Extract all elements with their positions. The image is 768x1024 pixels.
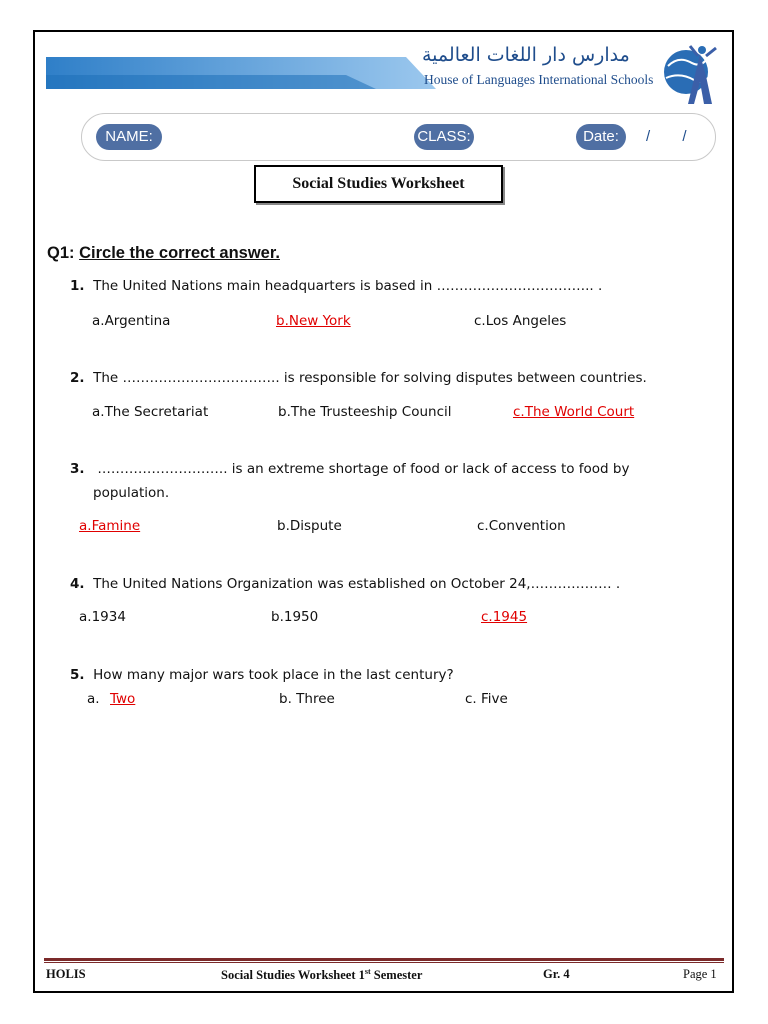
question-3	[70, 461, 629, 477]
date-slashes: / /	[646, 128, 701, 145]
date-label: Date:	[576, 124, 626, 150]
option-c-answer[interactable]: c.1945	[481, 609, 528, 625]
option-c-answer[interactable]: c.The World Court	[513, 404, 635, 420]
question-number: 3.	[70, 461, 85, 477]
footer-title	[221, 967, 422, 983]
question-text: The United Nations Organization was established on October 24,……………… .	[93, 576, 621, 592]
class-label: CLASS:	[414, 124, 474, 150]
option-b-answer[interactable]: b.New York	[276, 313, 351, 329]
question-number: 1.	[70, 278, 85, 294]
question-1	[70, 278, 602, 294]
question-number: 5.	[70, 667, 85, 683]
header-banner	[46, 57, 436, 89]
option-c[interactable]: c.Convention	[477, 518, 566, 534]
footer-title-main: Social Studies Worksheet 1	[221, 968, 365, 983]
question-2	[70, 370, 647, 386]
footer-grade: Gr. 4	[543, 967, 570, 981]
footer-title-sup: st	[364, 967, 371, 976]
question-text: How many major wars took place in the last century?	[93, 667, 454, 683]
option-b[interactable]: b.The Trusteeship Council	[278, 404, 452, 420]
footer-school: HOLIS	[46, 967, 86, 981]
question-number: 2.	[70, 370, 85, 386]
section-prefix: Q1:	[47, 244, 75, 262]
question-text-line1: ……………………….. is an extreme shortage of food or lack of access to food by	[97, 461, 630, 477]
option-b[interactable]: b.1950	[271, 609, 319, 625]
question-text: The …………………………….. is responsible for solving disputes between countries.	[93, 370, 647, 386]
footer-divider-thin	[44, 962, 724, 963]
question-4	[70, 576, 620, 592]
school-logo	[660, 42, 720, 108]
worksheet-title: Social Studies Worksheet	[254, 165, 503, 203]
option-b[interactable]: b. Three	[279, 691, 335, 707]
option-a[interactable]: a.1934	[79, 609, 126, 625]
question-number: 4.	[70, 576, 85, 592]
footer-title-end: Semester	[370, 968, 423, 983]
name-label: NAME:	[96, 124, 162, 150]
option-a[interactable]: a.Argentina	[92, 313, 171, 329]
footer-page-number: Page 1	[683, 967, 717, 981]
question-text: The United Nations main headquarters is based in …………………………….. .	[93, 278, 603, 294]
option-c[interactable]: c. Five	[465, 691, 508, 707]
option-b[interactable]: b.Dispute	[277, 518, 342, 534]
option-a-prefix: a.	[87, 691, 100, 707]
option-a-answer[interactable]: a.Famine	[79, 518, 141, 534]
option-a-answer[interactable]: Two	[110, 691, 136, 707]
section-instruction: Circle the correct answer.	[79, 244, 280, 262]
school-name-english: House of Languages International Schools	[424, 72, 654, 87]
question-text-line2: population.	[93, 485, 170, 501]
footer-divider	[44, 958, 724, 961]
question-5	[70, 667, 454, 683]
school-name-arabic: مدارس دار اللغات العالمية	[422, 44, 630, 66]
option-a[interactable]: a.The Secretariat	[92, 404, 209, 420]
section-heading	[47, 244, 280, 263]
option-c[interactable]: c.Los Angeles	[474, 313, 567, 329]
